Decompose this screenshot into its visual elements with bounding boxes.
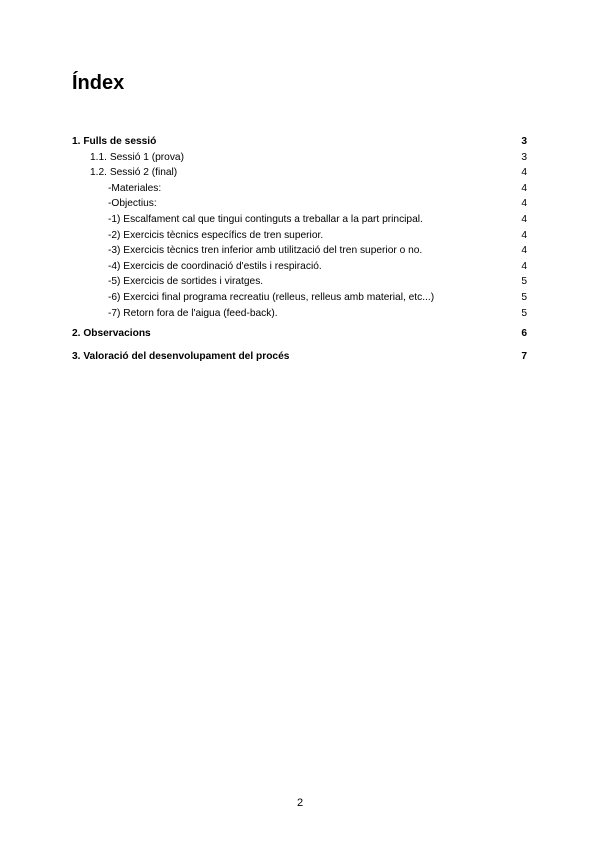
toc-entry-page: 4 [521,245,527,257]
table-of-contents [72,134,527,364]
toc-entry-escalfament[interactable] [72,212,527,228]
toc-entry-coordinacio[interactable] [72,259,527,275]
toc-entry-label: -5) Exercicis de sortides i viratges. [108,276,264,288]
toc-entry-section-1-2[interactable] [72,165,527,181]
toc-entry-label: -1) Escalfament cal que tingui continguts a treballar a la part principal. [108,213,423,225]
toc-entry-page: 7 [521,350,527,362]
toc-entry-page: 5 [521,276,527,288]
toc-entry-label: -4) Exercicis de coordinació d'estils i respiració. [108,260,322,272]
toc-entry-page: 4 [521,229,527,241]
toc-entry-page: 4 [521,182,527,194]
toc-entry-section-1-1[interactable] [72,150,527,166]
toc-entry-label: -3) Exercicis tècnics tren inferior amb utilització del tren superior o no. [108,245,423,257]
toc-entry-section-3[interactable] [72,349,527,365]
toc-entry-label: 1. Fulls de sessió [72,136,157,147]
toc-entry-page: 3 [521,136,527,147]
toc-entry-objectius[interactable] [72,196,527,212]
toc-entry-page: 5 [521,307,527,319]
toc-entry-retorn[interactable] [72,306,527,322]
toc-entry-label: -7) Retorn fora de l'aigua (feed-back). [108,307,278,319]
toc-entry-label: 1.1. Sessió 1 (prova) [90,151,184,163]
toc-entry-tren-superior[interactable] [72,228,527,244]
toc-entry-label: -Materiales: [108,182,162,194]
toc-entry-label: -Objectius: [108,198,157,210]
toc-entry-label: -6) Exercici final programa recreatiu (relleus, relleus amb material, etc...) [108,291,435,303]
page-title: Índex [72,72,125,94]
toc-entry-page: 4 [521,260,527,272]
toc-entry-exercici-final[interactable] [72,290,527,306]
toc-entry-page: 5 [521,291,527,303]
toc-entry-label: 1.2. Sessió 2 (final) [90,167,178,179]
toc-entry-label: 2. Observacions [72,328,151,340]
toc-entry-section-1[interactable] [72,134,527,150]
toc-entry-section-2[interactable] [72,326,527,342]
toc-entry-page: 4 [521,198,527,210]
toc-entry-tren-inferior[interactable] [72,243,527,259]
toc-entry-page: 3 [521,151,527,163]
toc-entry-materiales[interactable] [72,181,527,197]
toc-entry-label: -2) Exercicis tècnics específics de tren superior. [108,229,324,241]
toc-entry-label: 3. Valoració del desenvolupament del procés [72,350,290,362]
toc-entry-page: 4 [521,167,527,179]
footer-page-number: 2 [296,797,304,809]
toc-entry-sortides[interactable] [72,274,527,290]
toc-entry-page: 4 [521,213,527,225]
toc-entry-page: 6 [521,328,527,340]
